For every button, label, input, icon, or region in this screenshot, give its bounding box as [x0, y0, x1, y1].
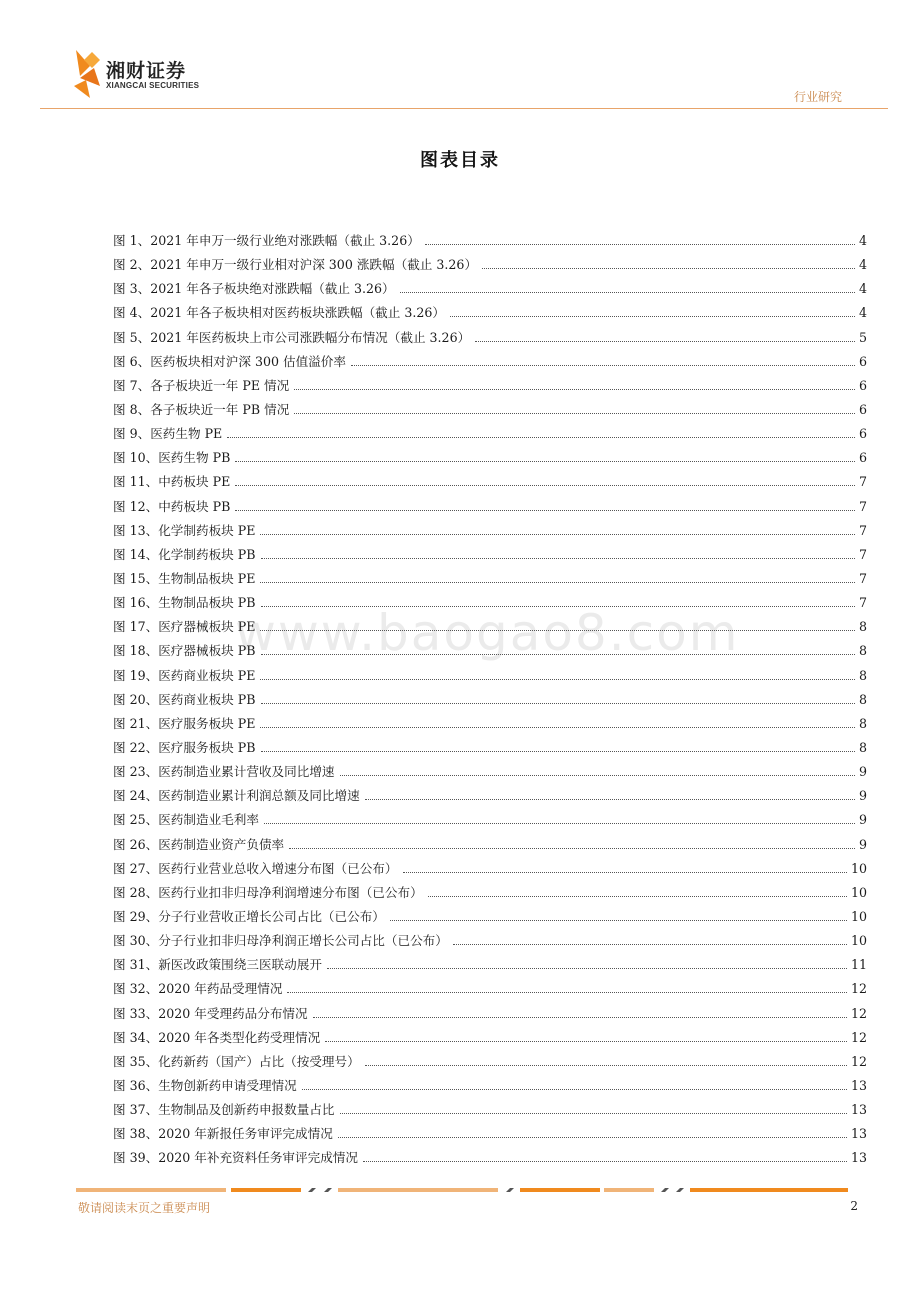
toc-entry-label: 图 34、2020 年各类型化药受理情况 [113, 1029, 321, 1045]
toc-entry-label: 图 18、医疗器械板块 PB [113, 643, 256, 659]
toc-entry-page: 13 [850, 1077, 867, 1093]
toc-entry-page: 7 [858, 474, 867, 490]
toc-entry-page: 11 [850, 957, 867, 973]
toc-entry-label: 图 26、医药制造业资产负债率 [113, 836, 285, 852]
toc-entry-page: 7 [858, 595, 867, 611]
toc-leader-dots [294, 388, 855, 390]
toc-entry-page: 8 [858, 715, 867, 731]
toc-entry[interactable] [113, 858, 867, 882]
toc-entry-page: 5 [858, 329, 867, 345]
toc-entry-page: 8 [858, 667, 867, 683]
toc-entry[interactable] [113, 1075, 867, 1099]
toc-entry-label: 图 12、中药板块 PB [113, 498, 231, 514]
toc-entry[interactable] [113, 1147, 867, 1171]
toc-entry-label: 图 27、医药行业营业总收入增速分布图（已公布） [113, 860, 398, 876]
toc-entry-label: 图 10、医药生物 PB [113, 450, 231, 466]
toc-entry-label: 图 22、医疗服务板块 PB [113, 739, 256, 755]
toc-entry-label: 图 36、生物创新药申请受理情况 [113, 1077, 297, 1093]
toc-entry-label: 图 2、2021 年申万一级行业相对沪深 300 涨跌幅（截止 3.26） [113, 257, 478, 273]
toc-entry[interactable] [113, 1051, 867, 1075]
toc-entry[interactable] [113, 906, 867, 930]
toc-entry[interactable] [113, 954, 867, 978]
toc-entry[interactable] [113, 447, 867, 471]
toc-entry-page: 13 [850, 1126, 867, 1142]
toc-leader-dots [264, 822, 855, 824]
toc-entry-page: 12 [850, 981, 867, 997]
toc-leader-dots [261, 557, 855, 559]
toc-entry[interactable] [113, 254, 867, 278]
toc-leader-dots [261, 750, 855, 752]
toc-entry-label: 图 39、2020 年补充资料任务审评完成情况 [113, 1150, 358, 1166]
toc-entry-page: 13 [850, 1150, 867, 1166]
toc-entry[interactable] [113, 423, 867, 447]
toc-entry[interactable] [113, 375, 867, 399]
toc-leader-dots [425, 243, 855, 245]
toc-entry-page: 10 [850, 933, 867, 949]
toc-entry[interactable] [113, 785, 867, 809]
toc-entry-label: 图 8、各子板块近一年 PB 情况 [113, 401, 290, 417]
section-tag: 行业研究 [793, 90, 842, 104]
toc-entry-label: 图 7、各子板块近一年 PE 情况 [113, 377, 290, 393]
toc-entry[interactable] [113, 882, 867, 906]
toc-entry[interactable] [113, 834, 867, 858]
toc-entry-page: 8 [858, 643, 867, 659]
toc-leader-dots [325, 1040, 847, 1042]
toc-entry-page: 7 [858, 498, 867, 514]
toc-leader-dots [235, 460, 855, 462]
toc-leader-dots [403, 871, 847, 873]
toc-entry-page: 10 [850, 908, 867, 924]
toc-entry-page: 6 [858, 377, 867, 393]
toc-entry[interactable] [113, 640, 867, 664]
toc-entry-page: 7 [858, 546, 867, 562]
toc-entry[interactable] [113, 761, 867, 785]
page-number: 2 [850, 1199, 858, 1213]
toc-entry[interactable] [113, 1027, 867, 1051]
toc-entry-page: 13 [850, 1102, 867, 1118]
toc-entry-page: 8 [858, 691, 867, 707]
toc-leader-dots [453, 943, 847, 945]
toc-entry[interactable] [113, 278, 867, 302]
toc-leader-dots [260, 629, 855, 631]
toc-entry[interactable] [113, 930, 867, 954]
toc-entry-label: 图 9、医药生物 PE [113, 426, 223, 442]
toc-entry[interactable] [113, 471, 867, 495]
toc-entry-label: 图 25、医药制造业毛利率 [113, 812, 259, 828]
toc-entry[interactable] [113, 496, 867, 520]
toc-entry[interactable] [113, 713, 867, 737]
figure-index [113, 230, 867, 1171]
toc-entry-page: 4 [858, 257, 867, 273]
footer-disclaimer: 敬请阅读末页之重要声明 [78, 1201, 211, 1215]
toc-leader-dots [338, 1136, 847, 1138]
toc-entry-label: 图 38、2020 年新报任务审评完成情况 [113, 1126, 333, 1142]
toc-entry-page: 6 [858, 353, 867, 369]
toc-entry-label: 图 28、医药行业扣非归母净利润增速分布图（已公布） [113, 884, 423, 900]
toc-entry-label: 图 6、医药板块相对沪深 300 估值溢价率 [113, 353, 346, 369]
toc-leader-dots [261, 702, 855, 704]
toc-entry-label: 图 15、生物制品板块 PE [113, 570, 256, 586]
toc-entry-page: 6 [858, 426, 867, 442]
toc-entry[interactable] [113, 978, 867, 1002]
toc-entry-label: 图 5、2021 年医药板块上市公司涨跌幅分布情况（截止 3.26） [113, 329, 471, 345]
toc-entry-page: 12 [850, 1029, 867, 1045]
toc-entry-label: 图 19、医药商业板块 PE [113, 667, 256, 683]
toc-entry-label: 图 1、2021 年申万一级行业绝对涨跌幅（截止 3.26） [113, 233, 420, 248]
toc-entry-page: 7 [858, 522, 867, 538]
toc-leader-dots [450, 315, 855, 317]
toc-entry-page: 10 [850, 884, 867, 900]
toc-entry-page: 8 [858, 739, 867, 755]
brand-logo [70, 46, 270, 100]
toc-entry[interactable] [113, 302, 867, 326]
toc-leader-dots [400, 291, 855, 293]
toc-entry-label: 图 31、新医改政策围绕三医联动展开 [113, 957, 322, 973]
toc-leader-dots [313, 1016, 847, 1018]
logo-mark-icon [70, 46, 104, 100]
toc-entry-label: 图 23、医药制造业累计营收及同比增速 [113, 764, 335, 780]
toc-entry-label: 图 11、中药板块 PE [113, 474, 231, 490]
toc-leader-dots [327, 967, 847, 969]
toc-leader-dots [260, 581, 855, 583]
brand-name-en: XIANGCAI SECURITIES [106, 81, 200, 90]
toc-entry-page: 9 [858, 812, 867, 828]
page-title: 图表目录 [420, 150, 500, 171]
toc-entry[interactable] [113, 399, 867, 423]
toc-leader-dots [227, 436, 855, 438]
toc-leader-dots [475, 340, 855, 342]
toc-entry-label: 图 13、化学制药板块 PE [113, 522, 256, 538]
toc-leader-dots [235, 484, 855, 486]
toc-entry-label: 图 17、医疗器械板块 PE [113, 619, 256, 635]
toc-leader-dots [390, 919, 847, 921]
toc-entry[interactable] [113, 665, 867, 689]
watermark: www.baogao8.com [235, 604, 740, 662]
toc-entry-page: 6 [858, 450, 867, 466]
toc-entry[interactable] [113, 737, 867, 761]
toc-entry[interactable] [113, 1123, 867, 1147]
toc-entry-page: 8 [858, 619, 867, 635]
toc-entry-label: 图 4、2021 年各子板块相对医药板块涨跌幅（截止 3.26） [113, 305, 445, 321]
toc-leader-dots [365, 798, 855, 800]
toc-leader-dots [260, 533, 855, 535]
footer-divider [76, 1187, 848, 1193]
toc-leader-dots [287, 991, 847, 993]
header-divider [40, 108, 888, 109]
toc-entry[interactable] [113, 689, 867, 713]
toc-entry-label: 图 3、2021 年各子板块绝对涨跌幅（截止 3.26） [113, 281, 395, 297]
toc-entry[interactable] [113, 327, 867, 351]
toc-entry-label: 图 21、医疗服务板块 PE [113, 715, 256, 731]
toc-entry-label: 图 37、生物制品及创新药申报数量占比 [113, 1102, 335, 1118]
toc-leader-dots [289, 847, 855, 849]
toc-entry-label: 图 35、化药新药（国产）占比（按受理号） [113, 1053, 360, 1069]
toc-leader-dots [340, 1112, 847, 1114]
toc-entry-label: 图 20、医药商业板块 PB [113, 691, 256, 707]
toc-leader-dots [365, 1064, 847, 1066]
toc-entry[interactable] [113, 1099, 867, 1123]
toc-entry[interactable] [113, 616, 867, 640]
toc-entry[interactable] [113, 568, 867, 592]
toc-leader-dots [351, 364, 855, 366]
toc-entry-label: 图 32、2020 年药品受理情况 [113, 981, 283, 997]
toc-entry[interactable] [113, 592, 867, 616]
toc-entry-page: 10 [850, 860, 867, 876]
toc-entry[interactable] [113, 230, 867, 254]
toc-leader-dots [428, 895, 847, 897]
toc-leader-dots [260, 678, 855, 680]
toc-leader-dots [235, 509, 855, 511]
toc-leader-dots [261, 605, 855, 607]
toc-entry-label: 图 33、2020 年受理药品分布情况 [113, 1005, 308, 1021]
toc-leader-dots [260, 726, 855, 728]
brand-name-cn: 湘财证券 [106, 60, 187, 82]
toc-entry-page: 12 [850, 1005, 867, 1021]
toc-leader-dots [302, 1088, 847, 1090]
toc-entry-page: 9 [858, 764, 867, 780]
toc-entry-label: 图 16、生物制品板块 PB [113, 595, 256, 611]
toc-leader-dots [294, 412, 855, 414]
toc-entry[interactable] [113, 544, 867, 568]
toc-entry-label: 图 29、分子行业营收正增长公司占比（已公布） [113, 908, 385, 924]
toc-entry-page: 4 [858, 281, 867, 297]
toc-entry-page: 12 [850, 1053, 867, 1069]
toc-entry[interactable] [113, 809, 867, 833]
toc-entry-page: 4 [858, 305, 867, 321]
toc-entry-label: 图 14、化学制药板块 PB [113, 546, 256, 562]
toc-entry-page: 6 [858, 401, 867, 417]
toc-entry-page: 4 [858, 233, 867, 248]
toc-entry[interactable] [113, 520, 867, 544]
toc-entry-page: 9 [858, 788, 867, 804]
toc-entry-page: 7 [858, 570, 867, 586]
toc-leader-dots [363, 1160, 847, 1162]
toc-entry-label: 图 24、医药制造业累计利润总额及同比增速 [113, 788, 360, 804]
toc-entry[interactable] [113, 351, 867, 375]
toc-leader-dots [482, 267, 855, 269]
toc-entry[interactable] [113, 1003, 867, 1027]
toc-leader-dots [340, 774, 855, 776]
toc-entry-label: 图 30、分子行业扣非归母净利润正增长公司占比（已公布） [113, 933, 448, 949]
toc-entry-page: 9 [858, 836, 867, 852]
toc-leader-dots [261, 653, 855, 655]
